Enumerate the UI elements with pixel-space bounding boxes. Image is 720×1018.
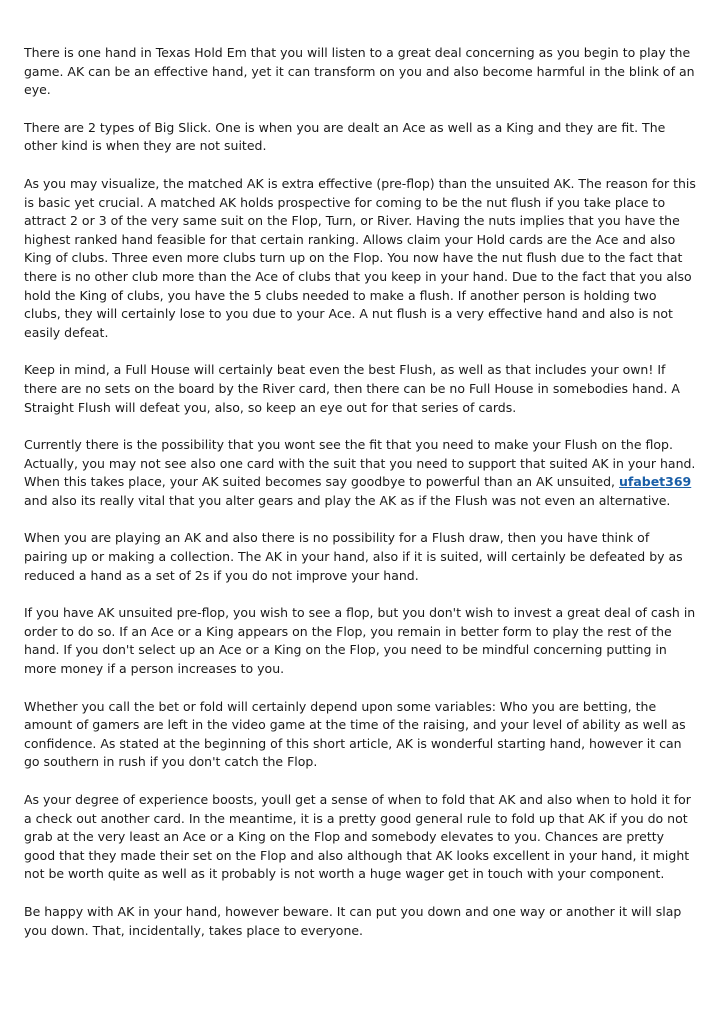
paragraph-10: Be happy with AK in your hand, however beware. It can put you down and one way or another it will slap you down. That, incidentally, takes place to everyone. [24, 903, 682, 938]
paragraph-2: There are 2 types of Big Slick. One is when you are dealt an Ace as well as a King and they are fit. The other kind is when they are not suited. [24, 119, 666, 154]
paragraph-5-text-after: and also its really vital that you alter gears and play the AK as if the Flush was not even an alternative. [24, 492, 671, 508]
paragraph-1: There is one hand in Texas Hold Em that you will listen to a great deal concerning as you begin to play the game. AK can be an effective hand, yet it can transform on you and also become harmful in the blink of an eye. [24, 45, 695, 98]
paragraph-9: As your degree of experience boosts, youll get a sense of when to fold that AK and also when to hold it for a check out another card. In the meantime, it is a pretty good general rule to fold up that AK if you do not grab at the very least an Ace or a King on the Flop and somebody elevates to you. Chances are pretty good that they made their set on the Flop and also although that AK looks excellent in your hand, it might not be worth quite as well as it probably is not worth a huge wager get in touch with your component. [24, 792, 691, 882]
paragraph-3: As you may visualize, the matched AK is extra effective (pre-flop) than the unsuited AK. The reason for this is basic yet crucial. A matched AK holds prospective for coming to be the nut flush if you take place to attract 2 or 3 of the very same suit on the Flop, Turn, or River. Having the nuts implies that you have the highest ranked hand feasible for that certain ranking. Allows claim your Hold cards are the Ace and also King of clubs. Three even more clubs turn up on the Flop. You now have the nut flush due to the fact that there is no other club more than the Ace of clubs that you keep in your hand. Due to the fact that you also hold the King of clubs, you have the 5 clubs needed to make a flush. If another person is holding two clubs, they will certainly lose to you due to your Ace. A nut flush is a very effective hand and also is not easily defeat. [24, 175, 696, 340]
paragraph-8: Whether you call the bet or fold will certainly depend upon some variables: Who you are betting, the amount of gamers are left in the video game at the time of the raising, and your level of ability as well as confidence. As stated at the beginning of this short article, AK is wonderful starting hand, however it can go southern in rush if you don't catch the Flop. [24, 698, 686, 770]
paragraph-5 [24, 436, 696, 510]
ufabet369-link[interactable]: ufabet369 [618, 474, 692, 490]
paragraph-4: Keep in mind, a Full House will certainly beat even the best Flush, as well as that includes your own! If there are no sets on the board by the River card, then there can be no Full House in somebodies hand. A Straight Flush will defeat you, also, so keep an eye out for that series of cards. [24, 362, 680, 415]
paragraph-6: When you are playing an AK and also there is no possibility for a Flush draw, then you have think of pairing up or making a collection. The AK in your hand, also if it is suited, will certainly be defeated by as reduced a hand as a set of 2s if you do not improve your hand. [24, 530, 683, 583]
article-body [24, 44, 696, 959]
paragraph-5-text-before: Currently there is the possibility that you wont see the fit that you need to make your Flush on the flop. Actually, you may not see also one card with the suit that you need to support that suited AK in your hand. When this takes place, your AK suited becomes say goodbye to powerful than an AK unsuited, [24, 437, 696, 490]
paragraph-7: If you have AK unsuited pre-flop, you wish to see a flop, but you don't wish to invest a great deal of cash in order to do so. If an Ace or a King appears on the Flop, you remain in better form to play the rest of the hand. If you don't select up an Ace or a King on the Flop, you need to be mindful concerning putting in more money if a person increases to you. [24, 605, 696, 677]
